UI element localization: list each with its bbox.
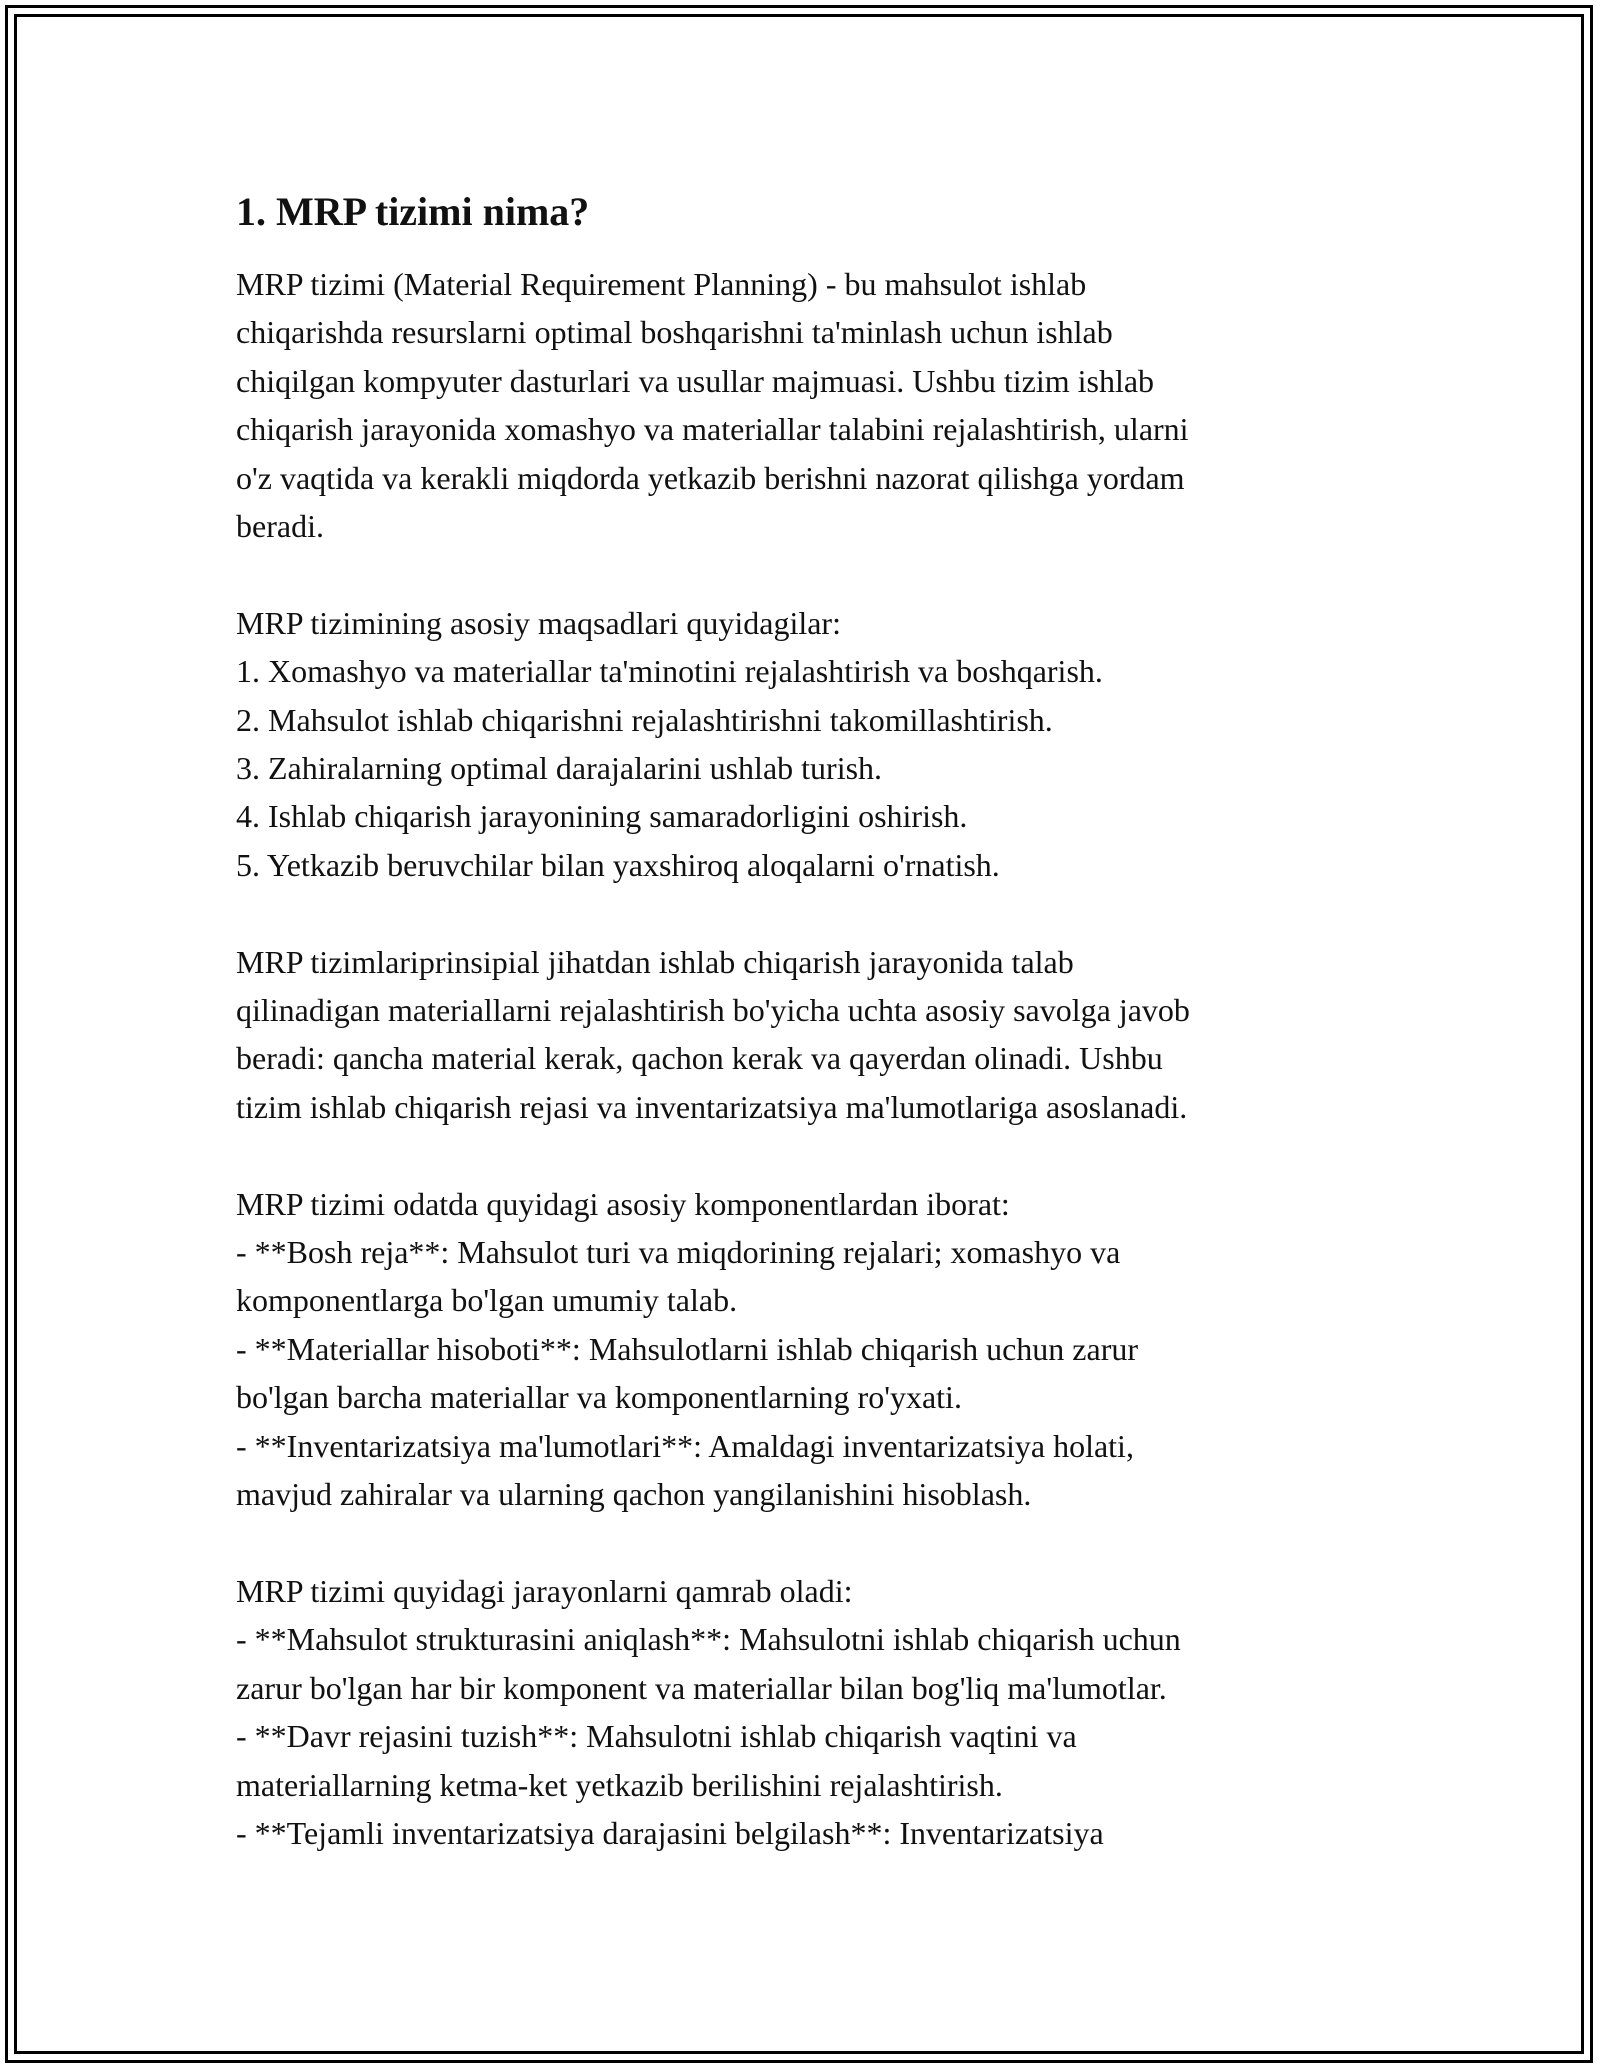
list-item: 4. Ishlab chiqarish jarayonining samaradorligini oshirish. (236, 798, 968, 835)
list-item: 1. Xomashyo va materiallar ta'minotini rejalashtirish va boshqarish. (236, 653, 1103, 690)
paragraph-spacer (236, 1519, 1366, 1567)
text-line: materiallarning ketma-ket yetkazib berilishini rejalashtirish. (236, 1766, 1003, 1803)
text-line: qilinadigan materiallarni rejalashtirish bo'yicha uchta asosiy savolga javob (236, 992, 1190, 1029)
text-line: MRP tizimi (Material Requirement Planning) - bu mahsulot ishlab (236, 266, 1087, 302)
document-body (236, 188, 1366, 1857)
paragraph-components (236, 1180, 1366, 1519)
text-line: tizim ishlab chiqarish rejasi va inventarizatsiya ma'lumotlariga asoslanadi. (236, 1088, 1188, 1125)
paragraph-spacer (236, 889, 1366, 937)
text-line: chiqarishda resurslarni optimal boshqarishni ta'minlash uchun ishlab (236, 314, 1113, 351)
text-line: bo'lgan barcha materiallar va komponentlarning ro'yxati. (236, 1379, 962, 1416)
text-line: MRP tizimining asosiy maqsadlari quyidagilar: (236, 604, 841, 641)
list-item: 3. Zahiralarning optimal darajalarini ushlab turish. (236, 750, 883, 787)
paragraph-definition (236, 260, 1366, 550)
section-heading: 1. MRP tizimi nima? (236, 189, 590, 234)
list-item: 2. Mahsulot ishlab chiqarishni rejalashtirishni takomillashtirish. (236, 701, 1053, 738)
text-line: beradi: qancha material kerak, qachon kerak va qayerdan olinadi. Ushbu (236, 1040, 1163, 1077)
text-line: MRP tizimi odatda quyidagi asosiy komponentlardan iborat: (236, 1185, 1010, 1222)
text-line: MRP tizimi quyidagi jarayonlarni qamrab oladi: (236, 1572, 853, 1609)
list-item: - **Inventarizatsiya ma'lumotlari**: Amaldagi inventarizatsiya holati, (236, 1427, 1134, 1464)
text-line: chiqilgan kompyuter dasturlari va usullar majmuasi. Ushbu tizim ishlab (236, 362, 1155, 399)
list-item: - **Bosh reja**: Mahsulot turi va miqdorining rejalari; xomashyo va (236, 1234, 1121, 1271)
text-line: komponentlarga bo'lgan umumiy talab. (236, 1282, 738, 1319)
paragraph-spacer (236, 550, 1366, 598)
list-item: - **Tejamli inventarizatsiya darajasini belgilash**: Inventarizatsiya (236, 1814, 1104, 1851)
text-line: MRP tizimlariprinsipial jihatdan ishlab chiqarish jarayonida talab (236, 943, 1074, 980)
text-line: zarur bo'lgan har bir komponent va materiallar bilan bog'liq ma'lumotlar. (236, 1669, 1167, 1706)
list-item: - **Materiallar hisoboti**: Mahsulotlarni ishlab chiqarish uchun zarur (236, 1330, 1138, 1367)
list-item: 5. Yetkazib beruvchilar bilan yaxshiroq aloqalarni o'rnatish. (236, 846, 1000, 883)
paragraph-principle (236, 938, 1366, 1132)
list-item: - **Davr rejasini tuzish**: Mahsulotni ishlab chiqarish vaqtini va (236, 1718, 1077, 1755)
text-line: beradi. (236, 508, 324, 545)
text-line: o'z vaqtida va kerakli miqdorda yetkazib berishni nazorat qilishga yordam (236, 459, 1185, 496)
text-line: mavjud zahiralar va ularning qachon yangilanishini hisoblash. (236, 1476, 1032, 1513)
list-item: - **Mahsulot strukturasini aniqlash**: Mahsulotni ishlab chiqarish uchun (236, 1621, 1181, 1658)
text-line: chiqarish jarayonida xomashyo va materiallar talabini rejalashtirish, ularni (236, 411, 1189, 448)
paragraph-goals (236, 599, 1366, 889)
paragraph-processes (236, 1567, 1366, 1857)
paragraph-spacer (236, 1131, 1366, 1179)
